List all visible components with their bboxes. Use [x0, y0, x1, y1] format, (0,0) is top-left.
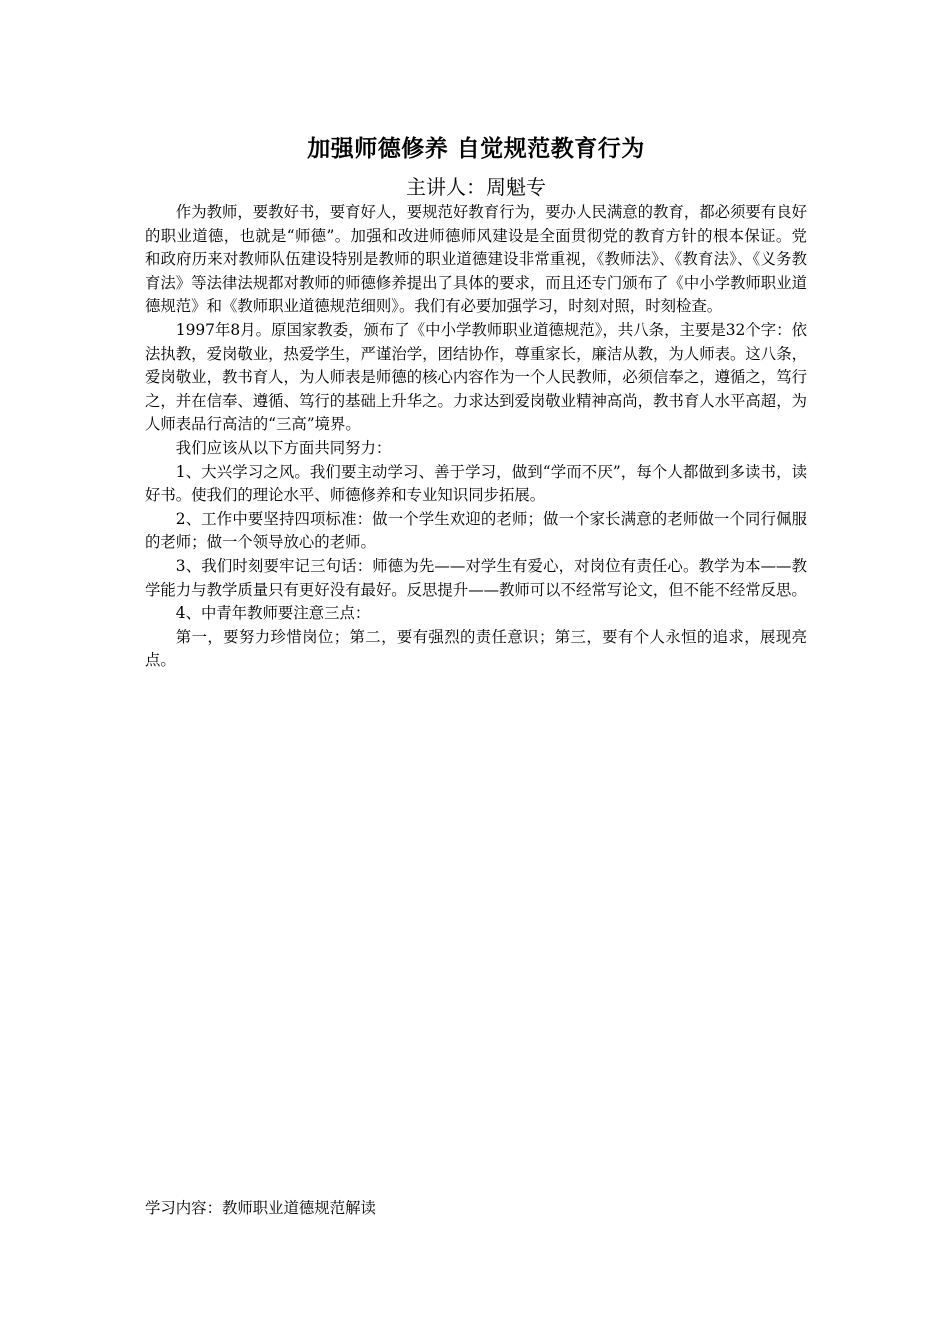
paragraph-item-4: 4、中青年教师要注意三点： [175, 604, 371, 623]
paragraph-item-3: 3、我们时刻要牢记三句话：师德为先——对学生有爱心，对岗位有责任心。教学为本——教学能力与教学质量只有更好没有最好。反思提升——教师可以不经常写论文，但不能不经常反思。 [145, 556, 807, 599]
paragraph-item-1: 1、大兴学习之风。我们要主动学习、善于学习，做到“学而不厌”，每个人都做到多读书，读好书。使我们的理论水平、师德修养和专业知识同步拓展。 [145, 462, 807, 505]
study-content-footer: 学习内容：教师职业道德规范解读 [145, 1199, 376, 1217]
document-title: 加强师德修养 自觉规范教育行为 [307, 136, 645, 162]
paragraph-efforts: 我们应该从以下方面共同努力： [175, 438, 392, 457]
paragraph-three-points: 第一，要努力珍惜岗位；第二，要有强烈的责任意识；第三，要有个人永恒的追求，展现亮点。 [145, 627, 807, 670]
paragraph-1997-code: 1997年8月。原国家教委，颁布了《中小学教师职业道德规范》，共八条，主要是32个字：依法执教，爱岗敬业，热爱学生，严谨治学，团结协作，尊重家长，廉洁从教，为人师表。这八条，爱岗敬业，教书育人，为人师表是师德的核心内容作为一个人民教师，必须信奉之，遵循之，笃行之，并在信奉、遵循、笃行的基础上升华之。力求达到爱岗敬业精神高尚，教书育人水平高超，为人师表品行高洁的“三高”境界。 [145, 320, 807, 434]
speaker-line: 主讲人：周魁专 [406, 175, 546, 199]
document-body [145, 201, 807, 673]
paragraph-intro: 作为教师，要教好书，要育好人，要规范好教育行为，要办人民满意的教育，都必须要有良好的职业道德，也就是“师德”。加强和改进师德师风建设是全面贯彻党的教育方针的根本保证。党和政府历来对教师队伍建设特别是教师的职业道德建设非常重视，《教师法》、《教育法》、《义务教育法》等法律法规都对教师的师德修养提出了具体的要求，而且还专门颁布了《中小学教师职业道德规范》和《教师职业道德规范细则》。我们有必要加强学习，时刻对照，时刻检查。 [145, 203, 807, 316]
paragraph-item-2: 2、工作中要坚持四项标准：做一个学生欢迎的老师；做一个家长满意的老师做一个同行佩服的老师；做一个领导放心的老师。 [145, 509, 807, 552]
document-page [145, 0, 807, 1344]
